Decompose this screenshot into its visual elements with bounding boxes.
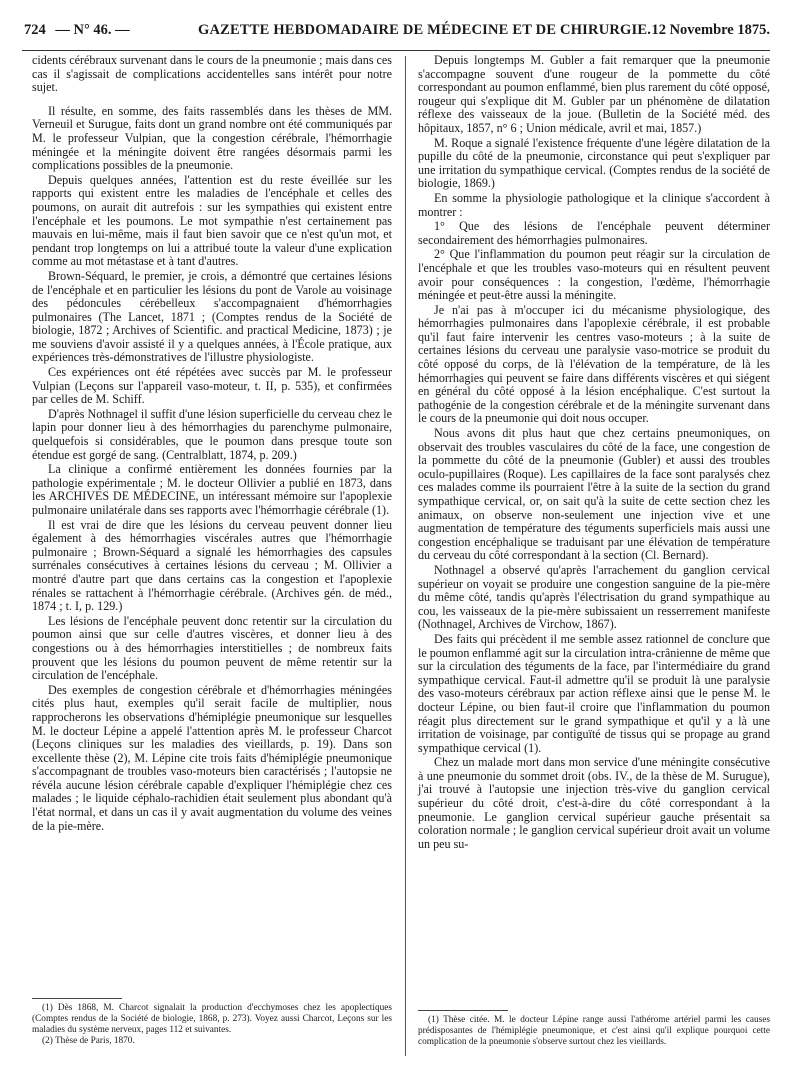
footnote-rule [32, 998, 122, 999]
footnote: (2) Thèse de Paris, 1870. [42, 1036, 135, 1046]
footnote-rule [418, 1010, 508, 1011]
paragraph: D'après Nothnagel il suffit d'une lésion superficielle du cerveau chez le lapin pour donner lieu à des hémorrhagies du parenchyme pulmonaire, quelquefois si considérables, que le poumon dans presque toute son étendue est gorgé de sang. (Centralblatt, 1874, p. 209.) [32, 406, 392, 462]
issue-number: — N° 46. — [55, 22, 130, 38]
header-rule [22, 50, 770, 51]
paragraph: Il résulte, en somme, des faits rassemblés dans les thèses de MM. Verneuil et Surugue, faits dont un grand nombre ont été communiqués par M. le professeur Vulpian, que la congestion cérébrale, l'hémorrhagie méningée et la méningite doivent être rangées désormais parmi les complications possibles de la pneumonie. [32, 103, 392, 173]
paragraph: Brown-Séquard, le premier, je crois, a démontré que certaines lésions de l'encéphale et en particulier les lésions du pont de Varole au voisinage des pédoncules cérébelleux s'accompagnaient d'hémorrhagies pulmonaires (The Lancet, 1871 ; (Comptes rendus de la Société de biologie, 1872 ; Archives of Scientific. and practical Medicine, 1873) ; je me souviens d'avoir assisté il y a quelques années, à l'École pratique, aux expériences très-démonstratives de l'illustre physiologiste. [32, 268, 392, 365]
paragraph: Depuis longtemps M. Gubler a fait remarquer que la pneumonie s'accompagne souvent d'une rougeur de la pommette du côté correspondant au poumon enflammé, bien plus rarement du côté opposé, rougeur qui s'explique dit M. Gubler par un phénomène de dilatation réflexe des vaisseaux de la joue. (Bulletin de la Société méd. des hôpitaux, 1857, n° 6 ; Union médicale, avril et mai, 1857.) [418, 53, 770, 135]
issue-date: 12 Novembre 1875. [651, 22, 770, 38]
page-number-text: 724 [24, 22, 46, 38]
paragraph: Chez un malade mort dans mon service d'une méningite consécutive à une pneumonie du sommet droit (obs. IV., de la thèse de M. Surugue), j'ai trouvé à l'autopsie une injection très-vive du ganglion cervical supérieur du côté droit, c'est-à-dire du côté correspondant à la pneumonie. Le ganglion cervical supérieur gauche présentait sa coloration normale ; le ganglion cervical supérieur droit avait un volume un peu su- [418, 755, 770, 851]
paragraph: Les lésions de l'encéphale peuvent donc retentir sur la circulation du poumon ainsi que sur celle d'autres viscères, et donner lieu à des congestions ou à des hémorrhagies interstitielles ; de nombreux faits prouvent que les lésions du poumon peuvent de même retentir sur la circulation de l'encéphale. [32, 613, 392, 683]
running-header [22, 12, 770, 46]
column-divider [405, 56, 406, 1056]
paragraph: La clinique a confirmé entièrement les données fournies par la pathologie expérimentale ; M. le docteur Ollivier a publié en 1873, dans les ARCHIVES DE MÉDECINE, un intéressant mémoire sur l'apoplexie pulmonaire unilatérale dans ses rapports avec l'hémorrhagie cérébrale (1). [32, 462, 392, 517]
paragraph: Je n'ai pas à m'occuper ici du mécanisme physiologique, des hémorrhagies pulmonaires dans l'apoplexie cérébrale, il est probable qu'il faut faire intervenir les centres vaso-moteurs ; à la suite de certaines lésions du cerveau une paralysie vaso-motrice se produit du côté opposé du corps, de là l'élévation de la température, de là les hémorrhagies qui peuvent se faire dans différents viscères et qui siégent en général du côté opposé à la lésion encéphalique. C'est surtout la pathogénie de la congestion cérébrale et de la méningite survenant dans le cours de la pneumonie qui doit nous occuper. [418, 302, 770, 426]
paragraph: En somme la physiologie pathologique et la clinique s'accordent à montrer : [418, 190, 770, 219]
right-column [418, 54, 770, 851]
paragraph: Il est vrai de dire que les lésions du cerveau peuvent donner lieu également à des hémorrhagies viscérales autres que l'hémorrhagie pulmonaire ; Brown-Séquard a signalé les hémorrhagies des capsules surrénales consécutives à certaines lésions du cerveau ; M. Ollivier a montré d'autre part que dans certains cas la congestion et l'apoplexie rénales se rattachent à l'hémorrhagie cérébrale. (Archives gén. de méd., 1874 ; t. I, p. 129.) [32, 517, 392, 614]
paragraph: Des exemples de congestion cérébrale et d'hémorrhagies méningées cités plus haut, exemples qu'il serait facile de multiplier, nous rapprocherons les observations d'hémiplégie pneumonique sur lesquelles M. le docteur Lépine a appelé l'attention après M. le professeur Charcot (Leçons cliniques sur les maladies des vieillards, p. 19). Dans son excellente thèse (2), M. Lépine cite trois faits d'hémiplégie pneumonique s'accompagnant de troubles vaso-moteurs bien caractérisés ; l'autopsie ne révéla aucune lésion cérébrale capable d'expliquer l'hémiplégie chez ces malades ; le liquide céphalo-rachidien était seulement plus abondant qu'à l'état normal, et dans un cas il y avait augmentation du volume des veines de la pie-mère. [32, 682, 392, 833]
left-column [32, 54, 392, 833]
paragraph: Des faits qui précèdent il me semble assez rationnel de conclure que le poumon enflammé agit sur la circulation intra-crânienne de même que sur la circulation des téguments de la face, par l'intermédiaire du grand sympathique cervical. Faut-il admettre qu'il se produit là une paralysie des vaso-moteurs cérébraux par action réflexe ainsi que le pense M. le docteur Lépine, ou bien faut-il croire que l'inflammation du poumon réagit plus directement sur le grand sympathique et qu'il y a là une irritation de voisinage, par contiguïté de tissus qui se propage au grand sympathique cervical (1). [418, 631, 770, 755]
paragraph: 2° Que l'inflammation du poumon peut réagir sur la circulation de l'encéphale et que les troubles vaso-moteurs qui en résultent peuvent avoir pour conséquences : la congestion, l'œdème, l'hémorrhagie méningée et peut-être aussi la méningite. [418, 247, 770, 303]
left-footnotes [32, 988, 392, 1047]
paragraph: Ces expériences ont été répétées avec succès par M. le professeur Vulpian (Leçons sur l'appareil vaso-moteur, t. II, p. 535), et confirmées par celles de M. Schiff. [32, 365, 392, 407]
paragraph: Nous avons dit plus haut que chez certains pneumoniques, on observait des troubles vasculaires du côté de la face, une congestion de la pommette du côté de la pneumonie (Gubler) et aussi des troubles oculo-pupillaires (Roque). Les capillaires de la face sont paralysés chez ces malades comme ils pourraient l'être à la suite de la section du grand sympathique cervical, or, on sait qu'à la suite de cette section chez les animaux, on observe non-seulement une injection vive et une augmentation de température des téguments superficiels mais aussi une congestion encéphalique se traduisant par une élévation de température du cerveau du côté correspondant à la section (Cl. Bernard). [418, 426, 770, 563]
page-number [24, 22, 130, 39]
journal-title: GAZETTE HEBDOMADAIRE DE MÉDECINE ET DE CHIRURGIE. [198, 22, 652, 38]
right-footnotes [418, 1000, 770, 1048]
paragraph: Nothnagel a observé qu'après l'arrachement du ganglion cervical supérieur on voyait se produire une congestion sanguine de la pie-mère du même côté, tandis qu'après l'électrisation du grand sympathique au cou, les vaisseaux de la pie-mère subissaient un resserrement manifeste (Nothnagel, Archives de Virchow, 1867). [418, 562, 770, 632]
footnote: (1) Dès 1868, M. Charcot signalait la production d'ecchymoses chez les apoplectiques (Comptes rendus de la Société de biologie, 1868, p. 273). Voyez aussi Charcot, Leçons sur les maladies du système nerveux, pages 112 et suivantes. [32, 1003, 392, 1035]
paragraph: cidents cérébraux survenant dans le cours de la pneumonie ; mais dans ces cas il s'agissait de complications accidentelles sans intérêt pour notre sujet. [32, 53, 393, 95]
footnote: (1) Thèse citée. M. le docteur Lépine range aussi l'athérome artériel parmi les causes prédisposantes de l'hémiplégie pneumonique, et c'est ainsi qu'il explique pourquoi cette complication de la pneumonie s'observe surtout chez les vieillards. [418, 1015, 770, 1047]
paragraph: M. Roque a signalé l'existence fréquente d'une légère dilatation de la pupille du côté de la pneumonie, circonstance qui peut s'expliquer par une irritation du sympathique cervical. (Comptes rendus de la société de biologie, 1869.) [418, 135, 770, 191]
paragraph: 1° Que des lésions de l'encéphale peuvent déterminer secondairement des hémorrhagies pulmonaires. [418, 219, 770, 247]
paragraph: Depuis quelques années, l'attention est du reste éveillée sur les rapports qui existent entre les maladies de l'encéphale et celles des poumons, on aurait dit autrefois : sur les sympathies qui existent entre l'encéphale et les poumons. Le mot sympathie n'est certainement pas mauvais en lui-même, mais il faut bien savoir que ce n'est qu'un mot, et pendant trop longtemps on lui a attribué toute la valeur d'une explication comme au mot métastase et à tant d'autres. [32, 172, 392, 269]
